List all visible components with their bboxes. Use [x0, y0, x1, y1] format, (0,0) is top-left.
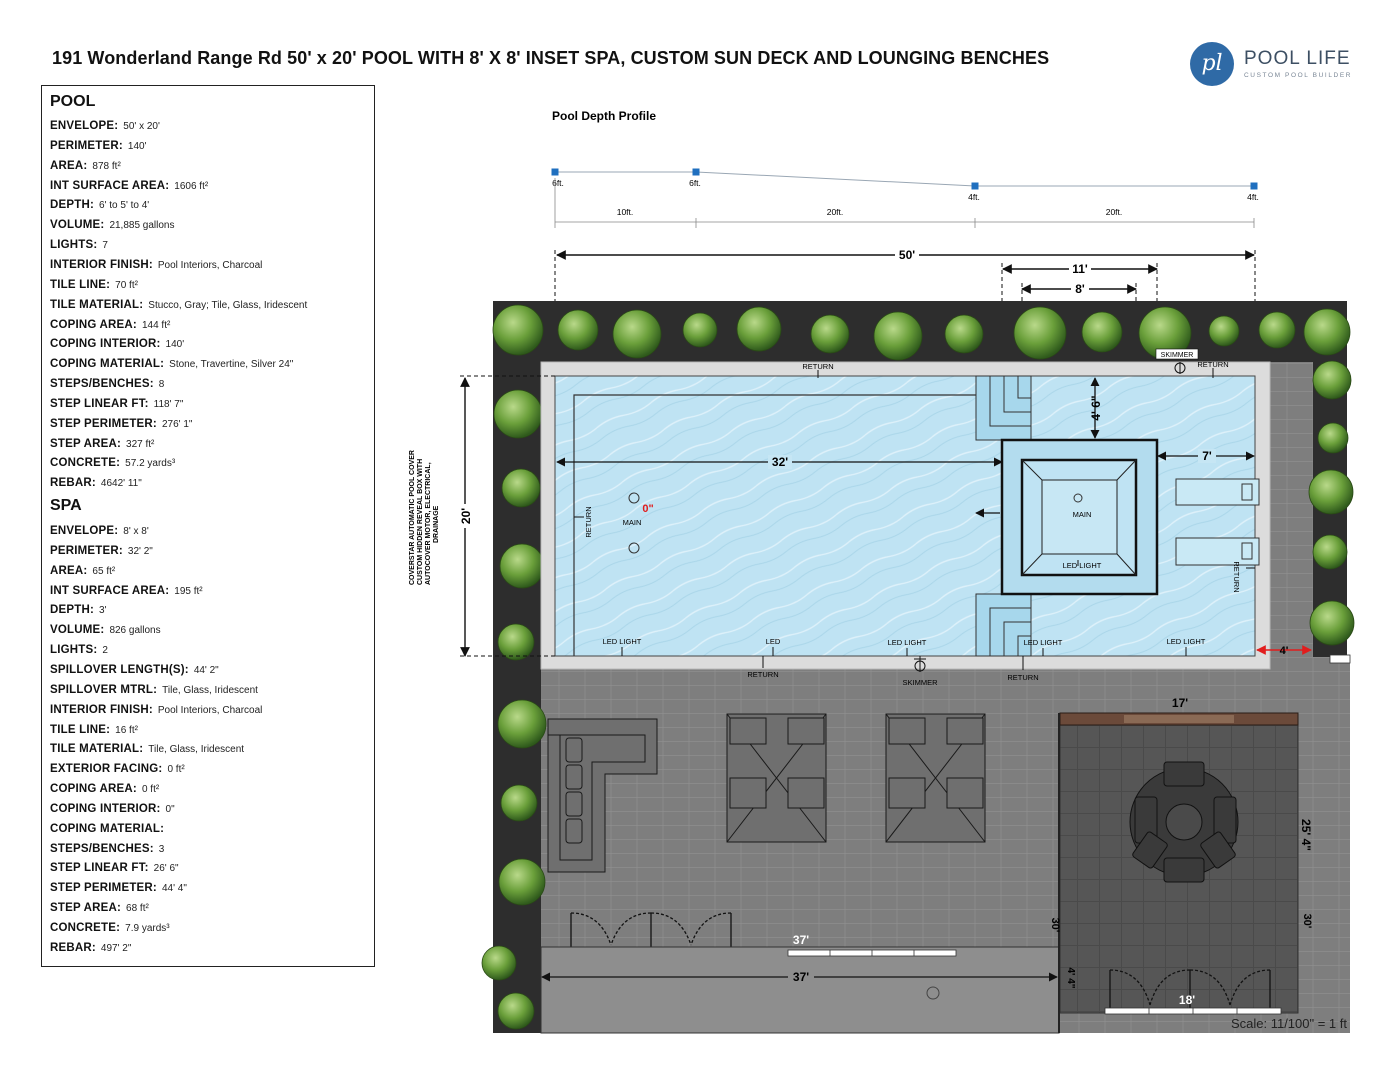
spec-value: 4642' 11" — [100, 478, 142, 490]
spec-value: 70 ft² — [115, 279, 138, 291]
depth-marker: 0" — [642, 503, 654, 515]
lower-len-top-dim: 37' — [792, 933, 810, 947]
spec-label: PERIMETER: — [50, 544, 123, 557]
depth-profile-line — [555, 172, 1254, 186]
spec-value: 878 ft² — [92, 160, 121, 172]
spec-value: 50' x 20' — [123, 121, 160, 132]
skimmer-label-top: SKIMMER — [1160, 352, 1194, 359]
cover-note-line-3: AUTOCOVER MOTOR, ELECTRICAL, — [425, 462, 432, 585]
depth-segment-1: 10ft. — [616, 207, 634, 217]
patio-width-dim: 17' — [1171, 696, 1189, 710]
lounger-pair-2 — [886, 714, 985, 842]
side-walkway — [1313, 657, 1350, 1033]
depth-point — [693, 169, 700, 176]
spec-value: 140' — [127, 140, 147, 152]
tree-icon — [1310, 601, 1354, 645]
tree-icon — [558, 310, 598, 350]
spec-value: 68 ft² — [126, 903, 149, 915]
gate-width-dim: 18' — [1178, 993, 1196, 1007]
spec-label: CONCRETE: — [50, 457, 121, 470]
spec-label: COPING INTERIOR: — [50, 338, 161, 351]
spec-label: STEP AREA: — [50, 437, 122, 450]
return-label-bottom-2: RETURN — [1007, 673, 1039, 682]
spec-value: Pool Interiors, Charcoal — [157, 259, 263, 271]
spec-value: 144 ft² — [141, 319, 171, 331]
tree-icon — [945, 315, 983, 353]
logo-tagline: CUSTOM POOL BUILDER — [1244, 72, 1353, 79]
depth-segment-3: 20ft. — [1105, 207, 1123, 217]
cover-note — [409, 450, 440, 585]
spec-label: STEP AREA: — [50, 902, 122, 915]
depth-point-label: 4ft. — [968, 192, 980, 202]
spec-label: COPING INTERIOR: — [50, 802, 161, 815]
depth-segment-2: 20ft. — [826, 207, 844, 217]
tree-icon — [737, 307, 781, 351]
depth-profile-title: Pool Depth Profile — [552, 109, 657, 123]
spec-label: STEP LINEAR FT: — [50, 862, 149, 875]
pool-length-dim: 50' — [898, 248, 916, 262]
spec-label: AREA: — [50, 159, 88, 172]
spec-label: TILE MATERIAL: — [50, 298, 144, 311]
spec-value: 0" — [165, 803, 175, 815]
tree-icon — [1209, 316, 1239, 346]
spec-value: 0 ft² — [141, 784, 160, 796]
spec-value: 44' 2" — [193, 664, 219, 676]
tree-icon — [1318, 423, 1348, 453]
led-light-label-2: LED LIGHT — [887, 638, 927, 647]
spec-label: ENVELOPE: — [50, 120, 119, 132]
spa-led-label: LED LIGHT — [1062, 561, 1102, 570]
spec-label: SPILLOVER MTRL: — [50, 683, 158, 696]
spec-label: TILE LINE: — [50, 723, 111, 736]
return-label-left: RETURN — [584, 506, 593, 538]
spa-inner-dim: 8' — [1075, 282, 1085, 296]
pl-logo-icon: pl — [1190, 42, 1234, 86]
spec-value: 21,885 gallons — [109, 220, 175, 232]
spec-value: 0 ft² — [167, 764, 185, 776]
spec-label: TILE LINE: — [50, 278, 111, 291]
lower-len-bottom-dim: 37' — [792, 970, 810, 984]
tree-icon — [500, 544, 544, 588]
tree-icon — [498, 700, 546, 748]
lower-terrace — [541, 947, 1059, 1033]
tree-icon — [1309, 470, 1353, 514]
tree-icon — [493, 305, 543, 355]
return-label-top: RETURN — [802, 362, 834, 371]
spec-label: STEPS/BENCHES: — [50, 378, 154, 391]
spec-label: TILE MATERIAL: — [50, 743, 144, 756]
spec-value: 3' — [99, 605, 107, 617]
spec-value: 826 gallons — [109, 625, 161, 637]
spec-value: 3 — [158, 843, 165, 855]
spec-value: 7.9 yards³ — [125, 923, 170, 934]
tree-icon — [683, 313, 717, 347]
spec-label: STEP PERIMETER: — [50, 882, 157, 895]
pool-specs-heading: POOL — [50, 93, 96, 110]
spec-label: REBAR: — [50, 941, 96, 954]
spec-label: INT SURFACE AREA: — [50, 584, 170, 597]
tree-icon — [874, 312, 922, 360]
patio-depth-dim: 25' 4" — [1299, 819, 1313, 851]
cover-note-line-4: DRAINAGE — [433, 505, 440, 543]
spa-outer-dim: 11' — [1072, 262, 1088, 276]
tree-icon — [494, 390, 542, 438]
spec-label: COPING AREA: — [50, 318, 137, 331]
side-gap-dim: 4' — [1279, 645, 1289, 657]
spec-label: LIGHTS: — [50, 644, 98, 657]
depth-point — [972, 183, 979, 190]
spec-label: LIGHTS: — [50, 239, 98, 252]
spec-value: 118' 7" — [153, 398, 184, 410]
spec-label: INTERIOR FINISH: — [50, 703, 153, 716]
spec-label: STEP LINEAR FT: — [50, 397, 149, 410]
spec-value: 8 — [158, 379, 165, 391]
spec-label: VOLUME: — [50, 219, 105, 232]
spec-label: INTERIOR FINISH: — [50, 258, 153, 271]
step-depth-dim: 4' 6" — [1089, 395, 1103, 421]
spec-label: COPING MATERIAL: — [50, 358, 165, 371]
spec-label: DEPTH: — [50, 604, 95, 617]
tree-icon — [1313, 535, 1347, 569]
wall-left-dim: 30' — [1049, 917, 1061, 933]
return-label-bottom-1: RETURN — [747, 670, 779, 679]
spec-label: ENVELOPE: — [50, 525, 119, 537]
led-label: LED — [765, 637, 781, 646]
spec-label: STEPS/BENCHES: — [50, 842, 154, 855]
spec-label: REBAR: — [50, 477, 96, 490]
spec-label: INT SURFACE AREA: — [50, 179, 170, 192]
led-light-label-3: LED LIGHT — [1023, 638, 1063, 647]
tree-icon — [482, 946, 516, 980]
spec-label: DEPTH: — [50, 199, 95, 212]
tree-icon — [1313, 361, 1351, 399]
spec-value: 65 ft² — [92, 565, 116, 577]
spec-value: 327 ft² — [126, 438, 155, 450]
spec-value: Pool Interiors, Charcoal — [157, 704, 263, 716]
spec-label: AREA: — [50, 564, 88, 577]
spec-value: 276' 1" — [161, 418, 193, 430]
spec-value: 57.2 yards³ — [125, 458, 176, 470]
cover-note-line-2: CUSTOM HIDDEN REVEAL BOX WITH — [417, 458, 424, 585]
tree-icon — [1082, 312, 1122, 352]
spec-label: CONCRETE: — [50, 922, 121, 934]
spec-value: Stucco, Gray; Tile, Glass, Iridescent — [148, 299, 308, 311]
steps-top — [976, 376, 1031, 440]
to-spa-dim: 32' — [771, 455, 789, 469]
spec-label: EXTERIOR FACING: — [50, 763, 163, 776]
return-label-right: RETURN — [1232, 561, 1241, 593]
spec-value: Tile, Glass, Iridescent — [148, 744, 245, 756]
tree-icon — [1304, 309, 1350, 355]
tree-icon — [498, 993, 534, 1029]
pool-width-dim: 20' — [459, 507, 473, 525]
skimmer-label-bottom: SKIMMER — [902, 678, 938, 687]
wall-right-dim: 30' — [1301, 913, 1313, 929]
spec-label: COPING AREA: — [50, 783, 137, 796]
spec-value: Tile, Glass, Iridescent — [162, 684, 258, 696]
lower-step-dim: 4' 4" — [1065, 967, 1076, 989]
depth-point-label: 6ft. — [552, 178, 564, 188]
spec-value: 6' to 5' to 4' — [99, 200, 150, 212]
tree-icon — [502, 469, 540, 507]
spec-value: 2 — [102, 645, 108, 657]
depth-point-label: 4ft. — [1247, 192, 1259, 202]
lounger-pair-1 — [727, 714, 826, 842]
spec-value: 32' 2" — [127, 545, 153, 557]
led-light-label-4: LED LIGHT — [1166, 637, 1206, 646]
spec-label: SPILLOVER LENGTH(S): — [50, 663, 189, 676]
tree-icon — [811, 315, 849, 353]
scale-note: Scale: 11/100" = 1 ft — [1230, 1016, 1347, 1031]
tree-icon — [1259, 312, 1295, 348]
spec-label: VOLUME: — [50, 624, 105, 637]
spec-value: 195 ft² — [174, 585, 203, 597]
spec-value: 140' — [165, 339, 185, 351]
tree-icon — [613, 310, 661, 358]
spa-specs-heading: SPA — [50, 497, 82, 514]
tree-icon — [498, 624, 534, 660]
tree-icon — [1014, 307, 1066, 359]
spa-main-label: MAIN — [1072, 510, 1092, 519]
spec-value: 26' 6" — [153, 863, 179, 875]
spec-value: 497' 2" — [100, 942, 132, 954]
tree-icon — [501, 785, 537, 821]
spec-value: 1606 ft² — [174, 180, 209, 192]
depth-point-label: 6ft. — [689, 178, 701, 188]
spec-value: 7 — [102, 240, 108, 252]
depth-point — [1251, 183, 1258, 190]
page-title: 191 Wonderland Range Rd 50' x 20' POOL WITH 8' X 8' INSET SPA, CUSTOM SUN DECK AND LOUNGING BENCHES — [52, 48, 1050, 68]
cover-note-line-1: COVERSTAR AUTOMATIC POOL COVER — [409, 450, 416, 585]
spec-value: 44' 4" — [161, 883, 187, 895]
pool-main-label: MAIN — [622, 518, 642, 527]
spec-label: COPING MATERIAL: — [50, 822, 165, 835]
return-label-top-right: RETURN — [1197, 360, 1229, 369]
logo-name: POOL LIFE — [1244, 48, 1351, 69]
depth-profile-chart — [552, 109, 1259, 228]
spa-to-wall-dim: 7' — [1202, 449, 1212, 463]
spec-value: 8' x 8' — [123, 526, 149, 537]
spec-value: 16 ft² — [115, 724, 138, 736]
spec-label: PERIMETER: — [50, 139, 123, 152]
tree-icon — [499, 859, 545, 905]
spec-value: Stone, Travertine, Silver 24" — [169, 359, 294, 371]
spec-label: STEP PERIMETER: — [50, 417, 157, 430]
depth-point — [552, 169, 559, 176]
led-light-label-1: LED LIGHT — [602, 637, 642, 646]
